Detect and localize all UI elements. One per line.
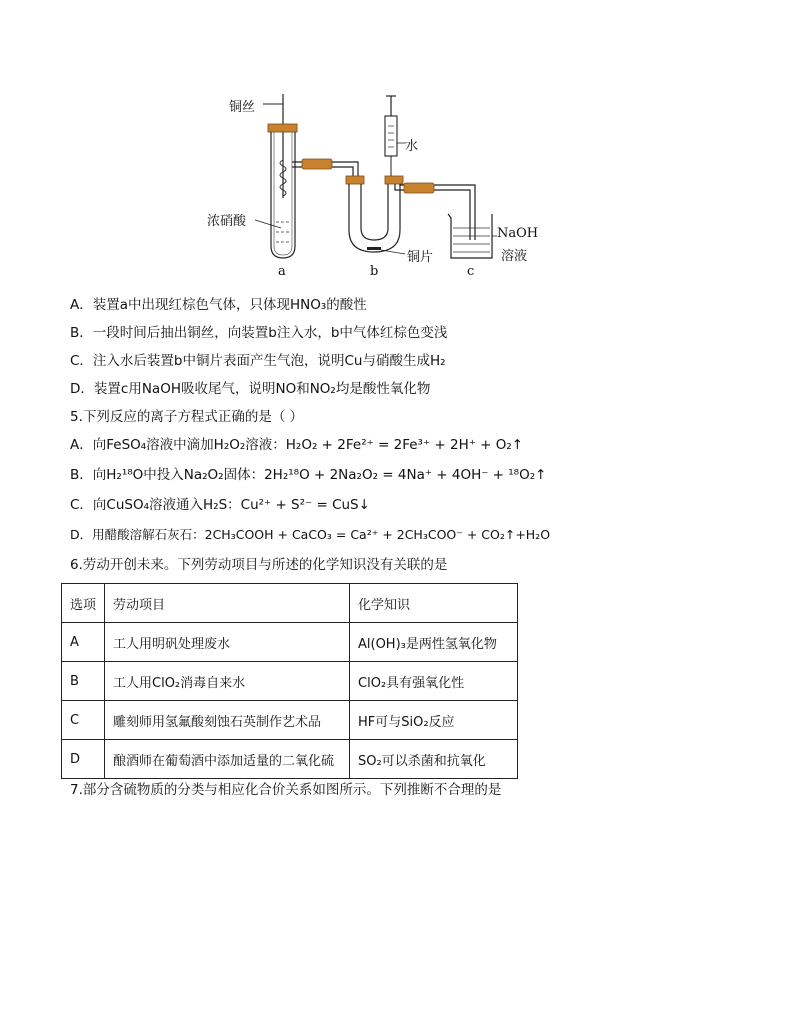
table-row [62, 740, 518, 779]
row-labor-item: 雕刻师用氢氟酸刻蚀石英制作艺术品 [105, 701, 350, 740]
q5-option-b: B．向H₂¹⁸O中投入Na₂O₂固体：2H₂¹⁸O + 2Na₂O₂ = 4Na⁺ + 4OH⁻ + ¹⁸O₂↑ [70, 467, 547, 483]
row-labor-item: 工人用ClO₂消毒自来水 [105, 662, 350, 701]
label-a: a [278, 264, 286, 279]
q6-table [61, 583, 518, 779]
q4-option-a: A．装置a中出现红棕色气体，只体现HNO₃的酸性 [70, 297, 367, 313]
row-chem-knowledge: Al(OH)₃是两性氢氧化物 [350, 623, 518, 662]
header-chem-knowledge: 化学知识 [350, 584, 518, 623]
label-copper-sheet: 铜片 [407, 250, 434, 265]
q4-option-d: D．装置c用NaOH吸收尾气，说明NO和NO₂均是酸性氧化物 [70, 381, 431, 397]
row-option: A [62, 623, 105, 662]
q5-stem: 5.下列反应的离子方程式正确的是（ ） [70, 409, 304, 425]
q4-option-b: B．一段时间后抽出铜丝，向装置b注入水，b中气体红棕色变浅 [70, 325, 448, 341]
q5-option-c: C．向CuSO₄溶液通入H₂S：Cu²⁺ + S²⁻ = CuS↓ [70, 497, 370, 513]
label-solution: 溶液 [501, 249, 528, 264]
row-chem-knowledge: SO₂可以杀菌和抗氧化 [350, 740, 518, 779]
label-b: b [370, 264, 379, 279]
row-option: D [62, 740, 105, 779]
label-naoh: NaOH [497, 226, 539, 241]
label-c: c [467, 264, 475, 279]
q4-option-c: C．注入水后装置b中铜片表面产生气泡，说明Cu与硝酸生成H₂ [70, 353, 446, 369]
row-labor-item: 酿酒师在葡萄酒中添加适量的二氧化硫 [105, 740, 350, 779]
label-copper-wire: 铜丝 [229, 100, 256, 115]
table-row [62, 662, 518, 701]
table-row [62, 623, 518, 662]
apparatus-drawing [0, 0, 794, 290]
row-option: C [62, 701, 105, 740]
row-labor-item: 工人用明矾处理废水 [105, 623, 350, 662]
apparatus-diagram [0, 0, 794, 290]
table-row [62, 701, 518, 740]
header-labor-item: 劳动项目 [105, 584, 350, 623]
q5-option-a: A．向FeSO₄溶液中滴加H₂O₂溶液：H₂O₂ + 2Fe²⁺ = 2Fe³⁺ + 2H⁺ + O₂↑ [70, 437, 524, 453]
header-option: 选项 [62, 584, 105, 623]
row-chem-knowledge: ClO₂具有强氧化性 [350, 662, 518, 701]
row-chem-knowledge: HF可与SiO₂反应 [350, 701, 518, 740]
q5-option-d: D．用醋酸溶解石灰石：2CH₃COOH + CaCO₃ = Ca²⁺ + 2CH₃COO⁻ + CO₂↑+H₂O [70, 527, 551, 542]
table-header-row [62, 584, 518, 623]
row-option: B [62, 662, 105, 701]
label-water: 水 [405, 139, 419, 154]
q7-stem: 7.部分含硫物质的分类与相应化合价关系如图所示。下列推断不合理的是 [70, 782, 502, 798]
q6-stem: 6.劳动开创未来。下列劳动项目与所述的化学知识没有关联的是 [70, 557, 448, 573]
label-conc-nitric: 浓硝酸 [207, 214, 247, 229]
